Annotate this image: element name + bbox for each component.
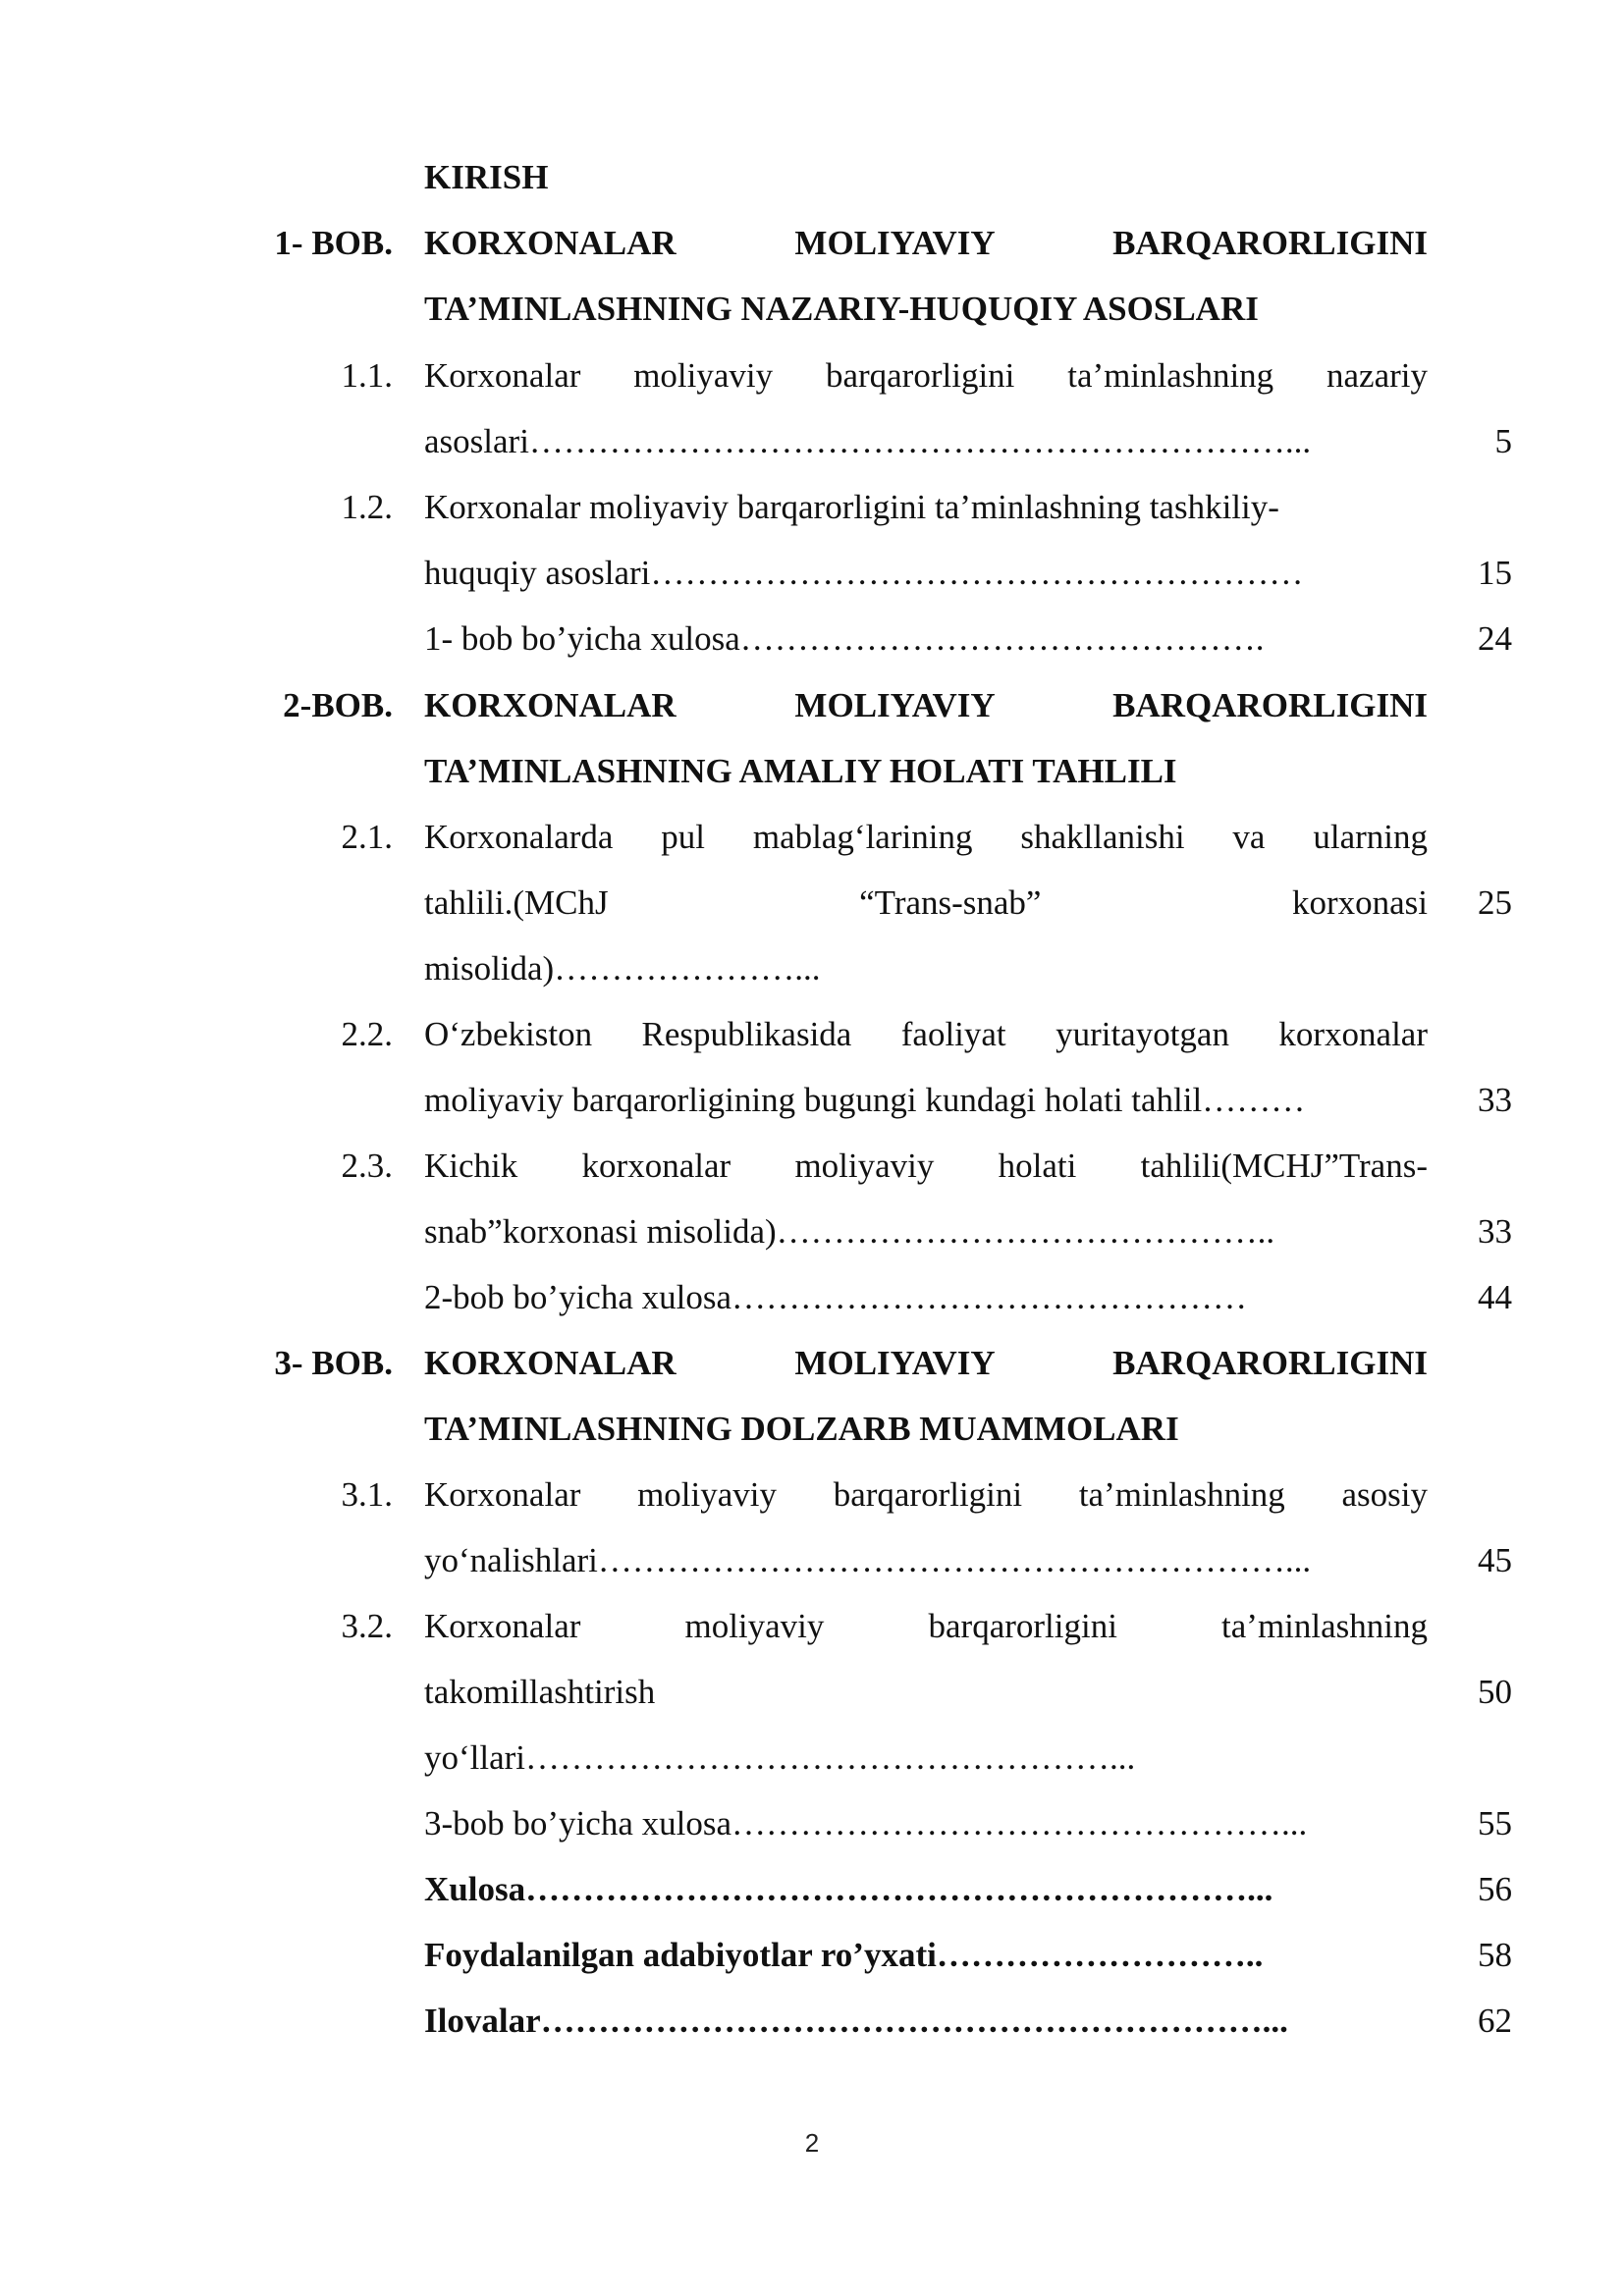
toc-chapter-1-conclusion [0, 607, 1624, 671]
toc-kirish: KIRISH [424, 158, 549, 196]
toc-final-bibliography [0, 1923, 1624, 1988]
section-3-2-line1: Korxonalar moliyaviy barqarorligini ta’minlashning [424, 1607, 1428, 1645]
section-2-3-line1: Kichik korxonalar moliyaviy holati tahlili(MCHJ”Trans- [424, 1147, 1428, 1185]
toc-section-2-2 [0, 1002, 1624, 1067]
chapter-2-title-line2: TA’MINLASHNING AMALIY HOLATI TAHLILI [424, 752, 1177, 790]
section-3-1-page: 45 [1478, 1541, 1512, 1579]
final-appendices-text: Ilovalar………………………………………………………... [424, 2002, 1288, 2040]
toc-section-3-1-cont [0, 1528, 1624, 1593]
toc-chapter-2-conclusion [0, 1265, 1624, 1330]
section-1-2-page: 15 [1478, 554, 1512, 592]
section-1-1-page: 5 [1494, 422, 1512, 460]
final-bibliography-page: 58 [1478, 1936, 1512, 1974]
section-3-2-line3: yo‘llari……………………………………………... [424, 1738, 1136, 1777]
chapter-3-title-line2: TA’MINLASHNING DOLZARB MUAMMOLARI [424, 1410, 1179, 1448]
final-xulosa-text: Xulosa………………………………………………………... [424, 1870, 1273, 1908]
section-2-1-line3: misolida)…………………... [424, 949, 821, 988]
toc-section-1-1 [0, 344, 1624, 408]
toc-section-3-2-cont [0, 1660, 1624, 1725]
toc-section-2-1-cont [0, 871, 1624, 935]
section-2-3-number: 2.3. [341, 1147, 393, 1185]
toc-section-3-2-cont2 [0, 1726, 1624, 1790]
toc-section-2-2-cont [0, 1068, 1624, 1133]
toc-chapter-3-heading-cont [0, 1397, 1624, 1462]
section-2-2-page: 33 [1478, 1081, 1512, 1119]
toc-chapter-1-heading-cont [0, 277, 1624, 342]
final-bibliography-text: Foydalanilgan adabiyotlar ro’yxati……………………….. [424, 1936, 1264, 1974]
section-3-2-line2: takomillashtirish [424, 1673, 656, 1711]
toc-section-3-2 [0, 1594, 1624, 1659]
section-2-1-page: 25 [1478, 883, 1512, 922]
toc-row-kirish [0, 145, 1624, 210]
toc-chapter-1-heading [0, 211, 1624, 276]
section-3-2-number: 3.2. [341, 1607, 393, 1645]
toc-chapter-2-heading [0, 673, 1624, 738]
toc-section-1-2 [0, 475, 1624, 540]
chapter-3-conclusion-page: 55 [1478, 1804, 1512, 1842]
chapter-1-label: 1- BOB. [274, 224, 393, 262]
toc-final-appendices [0, 1989, 1624, 2054]
section-2-2-line2: moliyaviy barqarorligining bugungi kundagi holati tahlil……… [424, 1081, 1306, 1119]
chapter-1-conclusion-text: 1- bob bo’yicha xulosa………………………………………. [424, 619, 1265, 658]
section-3-1-number: 3.1. [341, 1475, 393, 1514]
toc-chapter-3-heading [0, 1331, 1624, 1396]
toc-final-xulosa [0, 1857, 1624, 1922]
toc-section-2-1-cont2 [0, 936, 1624, 1001]
chapter-2-title-line1: KORXONALAR MOLIYAVIY BARQARORLIGINI [424, 686, 1428, 724]
section-2-3-page: 33 [1478, 1212, 1512, 1251]
chapter-1-conclusion-page: 24 [1478, 619, 1512, 658]
toc-section-2-3-cont [0, 1200, 1624, 1264]
final-xulosa-page: 56 [1478, 1870, 1512, 1908]
final-appendices-page: 62 [1478, 2002, 1512, 2040]
section-2-1-number: 2.1. [341, 818, 393, 856]
section-2-1-line2: tahlili.(MChJ “Trans-snab” korxonasi [424, 883, 1428, 922]
section-2-2-line1: O‘zbekiston Respublikasida faoliyat yuritayotgan korxonalar [424, 1015, 1428, 1053]
chapter-1-title-line2: TA’MINLASHNING NAZARIY-HUQUQIY ASOSLARI [424, 290, 1259, 328]
chapter-2-conclusion-page: 44 [1478, 1278, 1512, 1316]
section-3-2-page: 50 [1478, 1673, 1512, 1711]
section-3-1-line2: yo‘nalishlari……………………………………………………... [424, 1541, 1312, 1579]
toc-section-1-2-cont [0, 541, 1624, 606]
toc-section-3-1 [0, 1463, 1624, 1527]
toc-chapter-3-conclusion [0, 1791, 1624, 1856]
page-number: 2 [804, 2128, 820, 2158]
toc-section-1-1-cont [0, 409, 1624, 474]
toc-section-2-1 [0, 805, 1624, 870]
chapter-2-label: 2-BOB. [283, 686, 393, 724]
section-1-1-number: 1.1. [341, 356, 393, 395]
section-1-1-line2: asoslari…………………………………………………………... [424, 422, 1312, 460]
chapter-3-conclusion-text: 3-bob bo’yicha xulosa…………………………………………... [424, 1804, 1308, 1842]
chapter-2-conclusion-text: 2-bob bo’yicha xulosa……………………………………… [424, 1278, 1247, 1316]
chapter-3-label: 3- BOB. [274, 1344, 393, 1382]
section-2-3-line2: snab”korxonasi misolida)…………………………………….. [424, 1212, 1275, 1251]
chapter-1-title-line1: KORXONALAR MOLIYAVIY BARQARORLIGINI [424, 224, 1428, 262]
section-2-2-number: 2.2. [341, 1015, 393, 1053]
section-1-2-line2: huquqiy asoslari………………………………………………… [424, 554, 1304, 592]
section-1-2-line1: Korxonalar moliyaviy barqarorligini ta’minlashning tashkiliy- [424, 488, 1279, 526]
chapter-3-title-line1: KORXONALAR MOLIYAVIY BARQARORLIGINI [424, 1344, 1428, 1382]
section-2-1-line1: Korxonalarda pul mablag‘larining shakllanishi va ularning [424, 818, 1428, 856]
toc-chapter-2-heading-cont [0, 739, 1624, 804]
section-1-2-number: 1.2. [341, 488, 393, 526]
toc-section-2-3 [0, 1134, 1624, 1199]
section-1-1-line1: Korxonalar moliyaviy barqarorligini ta’minlashning nazariy [424, 356, 1428, 395]
section-3-1-line1: Korxonalar moliyaviy barqarorligini ta’minlashning asosiy [424, 1475, 1428, 1514]
